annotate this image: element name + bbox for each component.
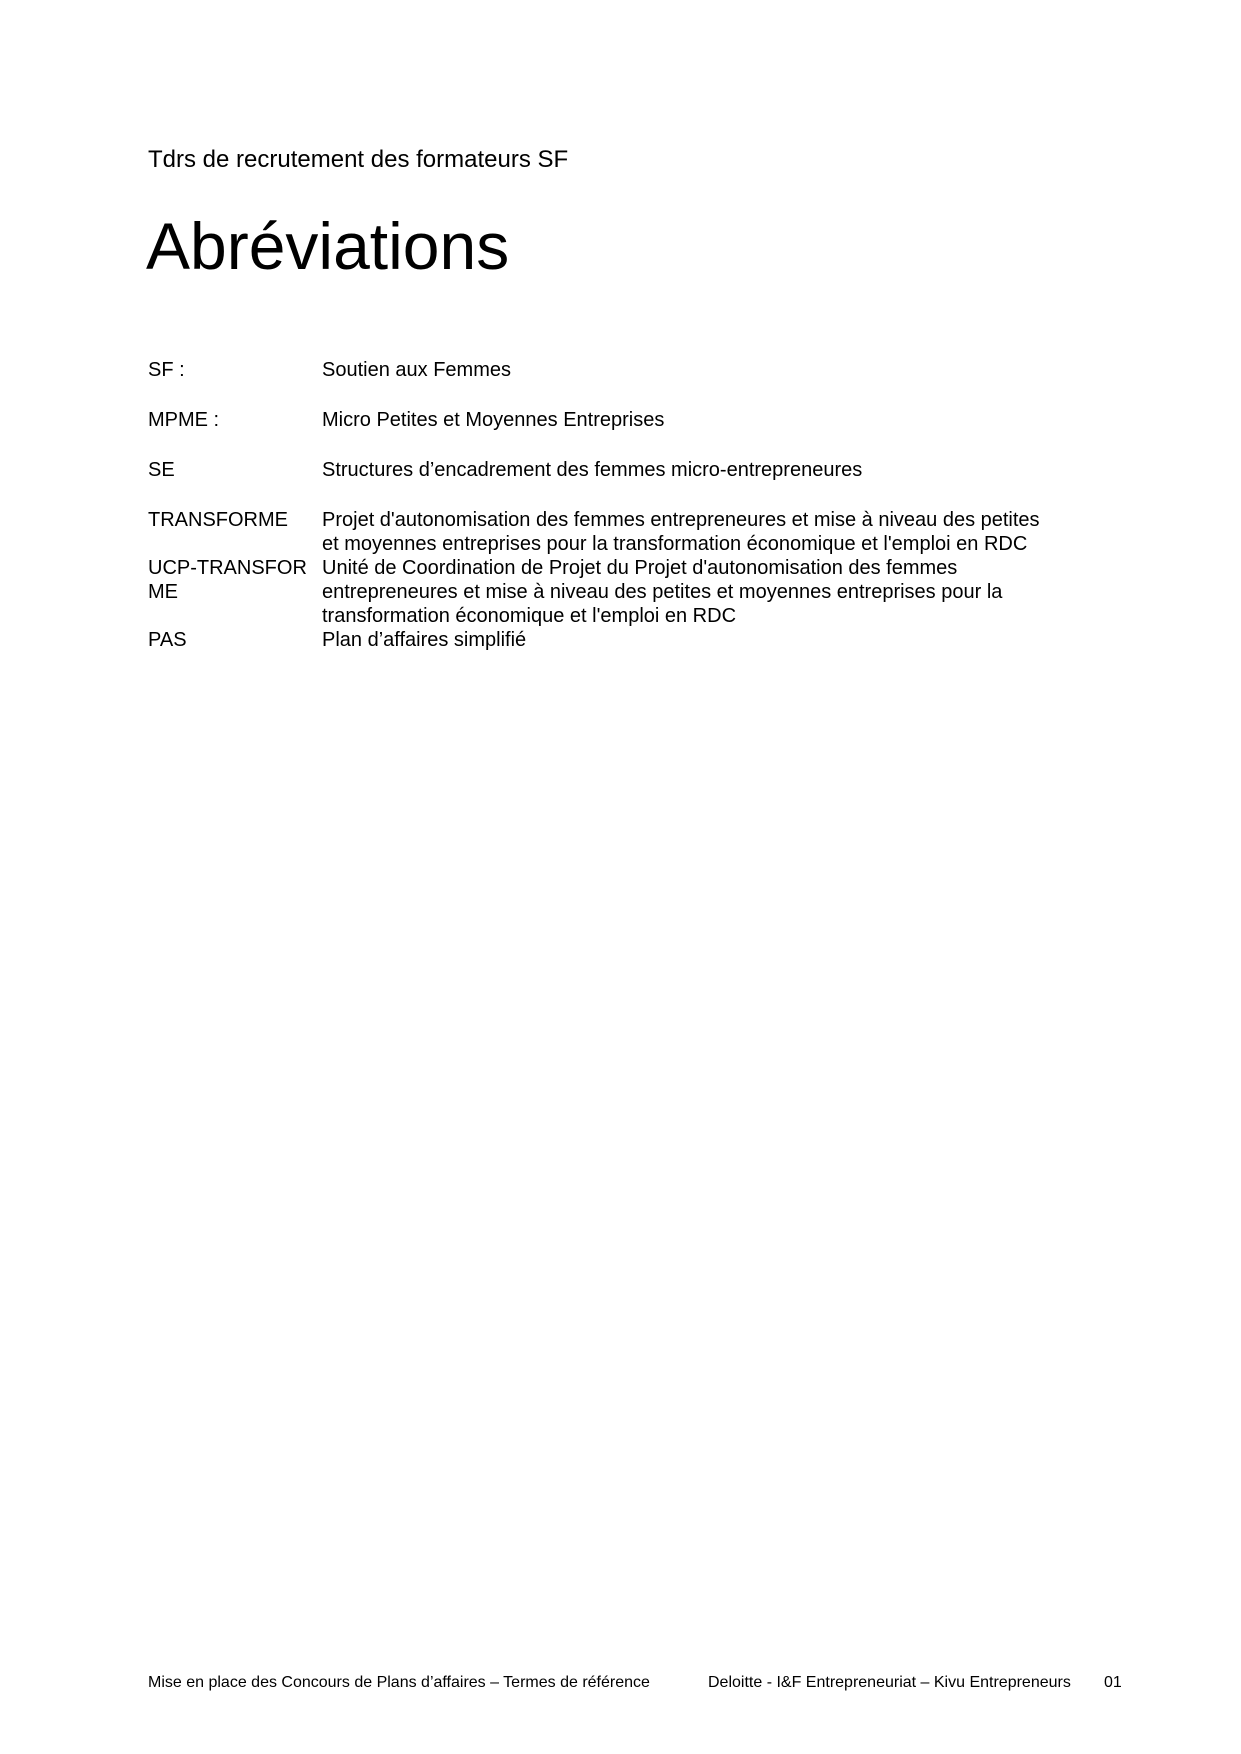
abbreviation-definition: Soutien aux Femmes (322, 359, 511, 381)
abbreviation-definition: Unité de Coordination de Projet du Projet d'autonomisation des femmes entrepreneures et mise à niveau des petites et moyennes entreprises pour la transformation économique et l'emploi en RDC (322, 557, 1003, 627)
abbreviation-row (148, 628, 1068, 652)
document-subtitle: Tdrs de recrutement des formateurs SF (148, 146, 569, 173)
footer-organization: Deloitte - I&F Entrepreneuriat – Kivu Entrepreneurs (708, 1674, 1071, 1691)
abbreviation-row (148, 556, 1068, 628)
footer-document-title: Mise en place des Concours de Plans d’affaires – Termes de référence (148, 1674, 650, 1691)
abbreviation-term: SE (148, 459, 175, 481)
page-title: Abréviations (146, 209, 510, 283)
abbreviation-term: PAS (148, 629, 187, 651)
abbreviation-row (148, 458, 1068, 482)
abbreviation-row (148, 358, 1068, 382)
abbreviation-list (148, 358, 1068, 652)
abbreviation-definition: Plan d’affaires simplifié (322, 629, 527, 651)
page-number: 01 (1104, 1674, 1122, 1691)
abbreviation-term: MPME : (148, 409, 220, 431)
abbreviation-row (148, 508, 1068, 556)
abbreviation-row (148, 408, 1068, 432)
abbreviation-definition: Projet d'autonomisation des femmes entrepreneures et mise à niveau des petites et moyennes entreprises pour la transformation économique et l'emploi en RDC (322, 509, 1040, 555)
abbreviation-term: UCP-TRANSFORME (148, 557, 307, 603)
abbreviation-definition: Micro Petites et Moyennes Entreprises (322, 409, 665, 431)
abbreviation-definition: Structures d’encadrement des femmes micro-entrepreneures (322, 459, 863, 481)
abbreviation-term: SF : (148, 359, 185, 381)
abbreviation-term: TRANSFORME (148, 509, 288, 531)
